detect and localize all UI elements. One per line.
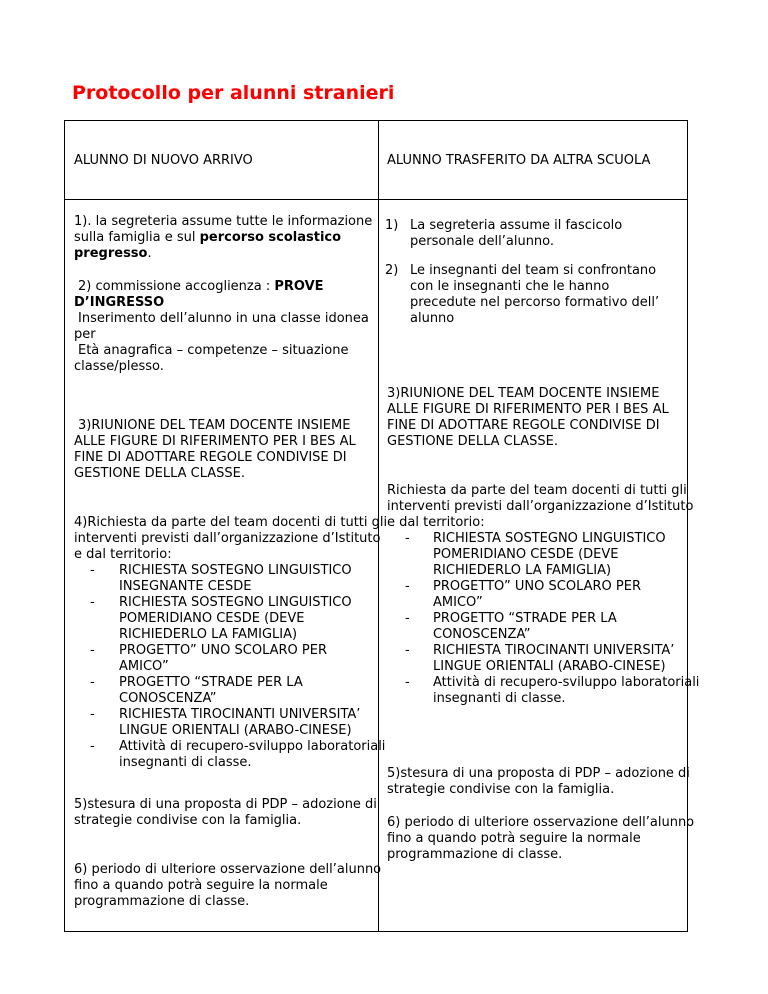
bullet-dash: - <box>90 675 95 690</box>
right-step-3-line: ALLE FIGURE DI RIFERIMENTO PER I BES AL <box>387 402 669 417</box>
bullet-dash: - <box>405 531 410 546</box>
left-step-1-line <box>74 246 152 262</box>
bullet-dash: - <box>405 611 410 626</box>
bullet-line: RICHIESTA SOSTEGNO LINGUISTICO <box>119 595 352 610</box>
left-step-4-line: e dal territorio: <box>74 547 172 562</box>
bullet-line: insegnanti di classe. <box>119 755 252 770</box>
left-step-3-line: 3)RIUNIONE DEL TEAM DOCENTE INSIEME <box>78 418 351 433</box>
right-step-4-line: interventi previsti dall’organizzazione d’Istituto <box>387 499 694 514</box>
left-step-4-line: 4)Richiesta da parte del team docenti di tutti gli <box>74 515 388 530</box>
right-step-2-line: con le insegnanti che le hanno <box>410 279 610 294</box>
left-step-4-line: interventi previsti dall’organizzazione d’Istituto <box>74 531 381 546</box>
bullet-line: PROGETTO “STRADE PER LA <box>119 675 303 690</box>
bullet-line: RICHIESTA SOSTEGNO LINGUISTICO <box>119 563 352 578</box>
right-step-6-line: programmazione di classe. <box>387 847 563 862</box>
bullet-line: RICHIESTA TIROCINANTI UNIVERSITA’ <box>119 707 361 722</box>
right-step-4-line: e dal territorio: <box>387 515 485 530</box>
bullet-line: POMERIDIANO CESDE (DEVE <box>433 547 619 562</box>
bold-text: percorso scolastico <box>199 230 342 245</box>
bullet-line: RICHIESTA TIROCINANTI UNIVERSITA’ <box>433 643 675 658</box>
right-step-3-line: 3)RIUNIONE DEL TEAM DOCENTE INSIEME <box>387 386 660 401</box>
bullet-line: CONOSCENZA” <box>433 627 531 642</box>
bullet-line: LINGUE ORIENTALI (ARABO-CINESE) <box>433 659 666 674</box>
protocol-table <box>64 120 700 932</box>
left-step-2-line: D’INGRESSO <box>74 295 165 310</box>
left-step-6-line: programmazione di classe. <box>74 894 250 909</box>
right-step-2-line: precedute nel percorso formativo dell’ <box>410 295 660 310</box>
page-title: Protocollo per alunni stranieri <box>72 82 395 104</box>
bullet-dash: - <box>90 595 95 610</box>
text: sulla famiglia e sul <box>74 230 200 245</box>
bullet-line: PROGETTO “STRADE PER LA <box>433 611 617 626</box>
right-step-6-line: 6) periodo di ulteriore osservazione dell’alunno <box>387 815 695 830</box>
bullet-dash: - <box>405 643 410 658</box>
right-step-number: 1) <box>385 218 399 233</box>
left-step-6-line: 6) periodo di ulteriore osservazione dell’alunno <box>74 862 382 877</box>
bullet-line: POMERIDIANO CESDE (DEVE <box>119 611 305 626</box>
left-step-6-line: fino a quando potrà seguire la normale <box>74 878 328 893</box>
bullet-line: Attività di recupero-sviluppo laboratoriali <box>433 675 700 690</box>
right-step-2-line: alunno <box>410 311 455 326</box>
right-step-5-line: strategie condivise con la famiglia. <box>387 782 615 797</box>
left-step-5-line: 5)stesura di una proposta di PDP – adozione di <box>74 797 377 812</box>
bullet-dash: - <box>90 643 95 658</box>
right-step-2-line: Le insegnanti del team si confrontano <box>410 263 657 278</box>
left-step-3-line: FINE DI ADOTTARE REGOLE CONDIVISE DI <box>74 450 347 465</box>
bullet-line: INSEGNANTE CESDE <box>119 579 252 594</box>
bold-text: pregresso <box>74 246 148 261</box>
right-step-3-line: GESTIONE DELLA CLASSE. <box>387 434 559 449</box>
left-step-3-line: GESTIONE DELLA CLASSE. <box>74 466 246 481</box>
left-step-2-line <box>78 279 324 295</box>
text: 2) commissione accoglienza : <box>78 279 275 294</box>
bold-text: PROVE <box>274 279 324 294</box>
bullet-line: insegnanti di classe. <box>433 691 566 706</box>
header-transferred: ALUNNO TRASFERITO DA ALTRA SCUOLA <box>387 153 651 168</box>
bullet-line: Attività di recupero-sviluppo laboratoriali <box>119 739 386 754</box>
right-step-3-line: FINE DI ADOTTARE REGOLE CONDIVISE DI <box>387 418 660 433</box>
left-step-2-line: Inserimento dell’alunno in una classe idonea <box>78 311 369 326</box>
bullet-dash: - <box>405 675 410 690</box>
bullet-dash: - <box>90 739 95 754</box>
bullet-dash: - <box>405 579 410 594</box>
left-step-5-line: strategie condivise con la famiglia. <box>74 813 302 828</box>
bullet-dash: - <box>90 707 95 722</box>
left-step-3-line: ALLE FIGURE DI RIFERIMENTO PER I BES AL <box>74 434 356 449</box>
right-step-6-line: fino a quando potrà seguire la normale <box>387 831 641 846</box>
header-new-arrival: ALUNNO DI NUOVO ARRIVO <box>74 153 253 168</box>
right-step-1-line: personale dell’alunno. <box>410 234 555 249</box>
bullet-line: CONOSCENZA” <box>119 691 217 706</box>
bullet-line: AMICO” <box>119 659 169 674</box>
right-step-number: 2) <box>385 263 399 278</box>
bullet-line: PROGETTO” UNO SCOLARO PER <box>119 643 327 658</box>
right-step-5-line: 5)stesura di una proposta di PDP – adozione di <box>387 766 690 781</box>
left-step-1-line <box>74 230 341 246</box>
right-step-1-line: La segreteria assume il fascicolo <box>410 218 623 233</box>
bullet-line: RICHIEDERLO LA FAMIGLIA) <box>119 627 298 642</box>
bullet-dash: - <box>90 563 95 578</box>
left-step-1-line: 1). la segreteria assume tutte le informazione <box>74 214 373 229</box>
right-step-4-line: Richiesta da parte del team docenti di tutti gli <box>387 483 687 498</box>
header-divider <box>65 199 687 200</box>
bullet-line: RICHIESTA SOSTEGNO LINGUISTICO <box>433 531 666 546</box>
bullet-line: PROGETTO” UNO SCOLARO PER <box>433 579 641 594</box>
left-step-2-line: Età anagrafica – competenze – situazione <box>78 343 349 358</box>
left-step-2-line: per <box>74 327 96 342</box>
text: . <box>147 246 152 261</box>
left-step-2-line: classe/plesso. <box>74 359 164 374</box>
bullet-line: RICHIEDERLO LA FAMIGLIA) <box>433 563 612 578</box>
bullet-line: LINGUE ORIENTALI (ARABO-CINESE) <box>119 723 352 738</box>
bullet-line: AMICO” <box>433 595 483 610</box>
